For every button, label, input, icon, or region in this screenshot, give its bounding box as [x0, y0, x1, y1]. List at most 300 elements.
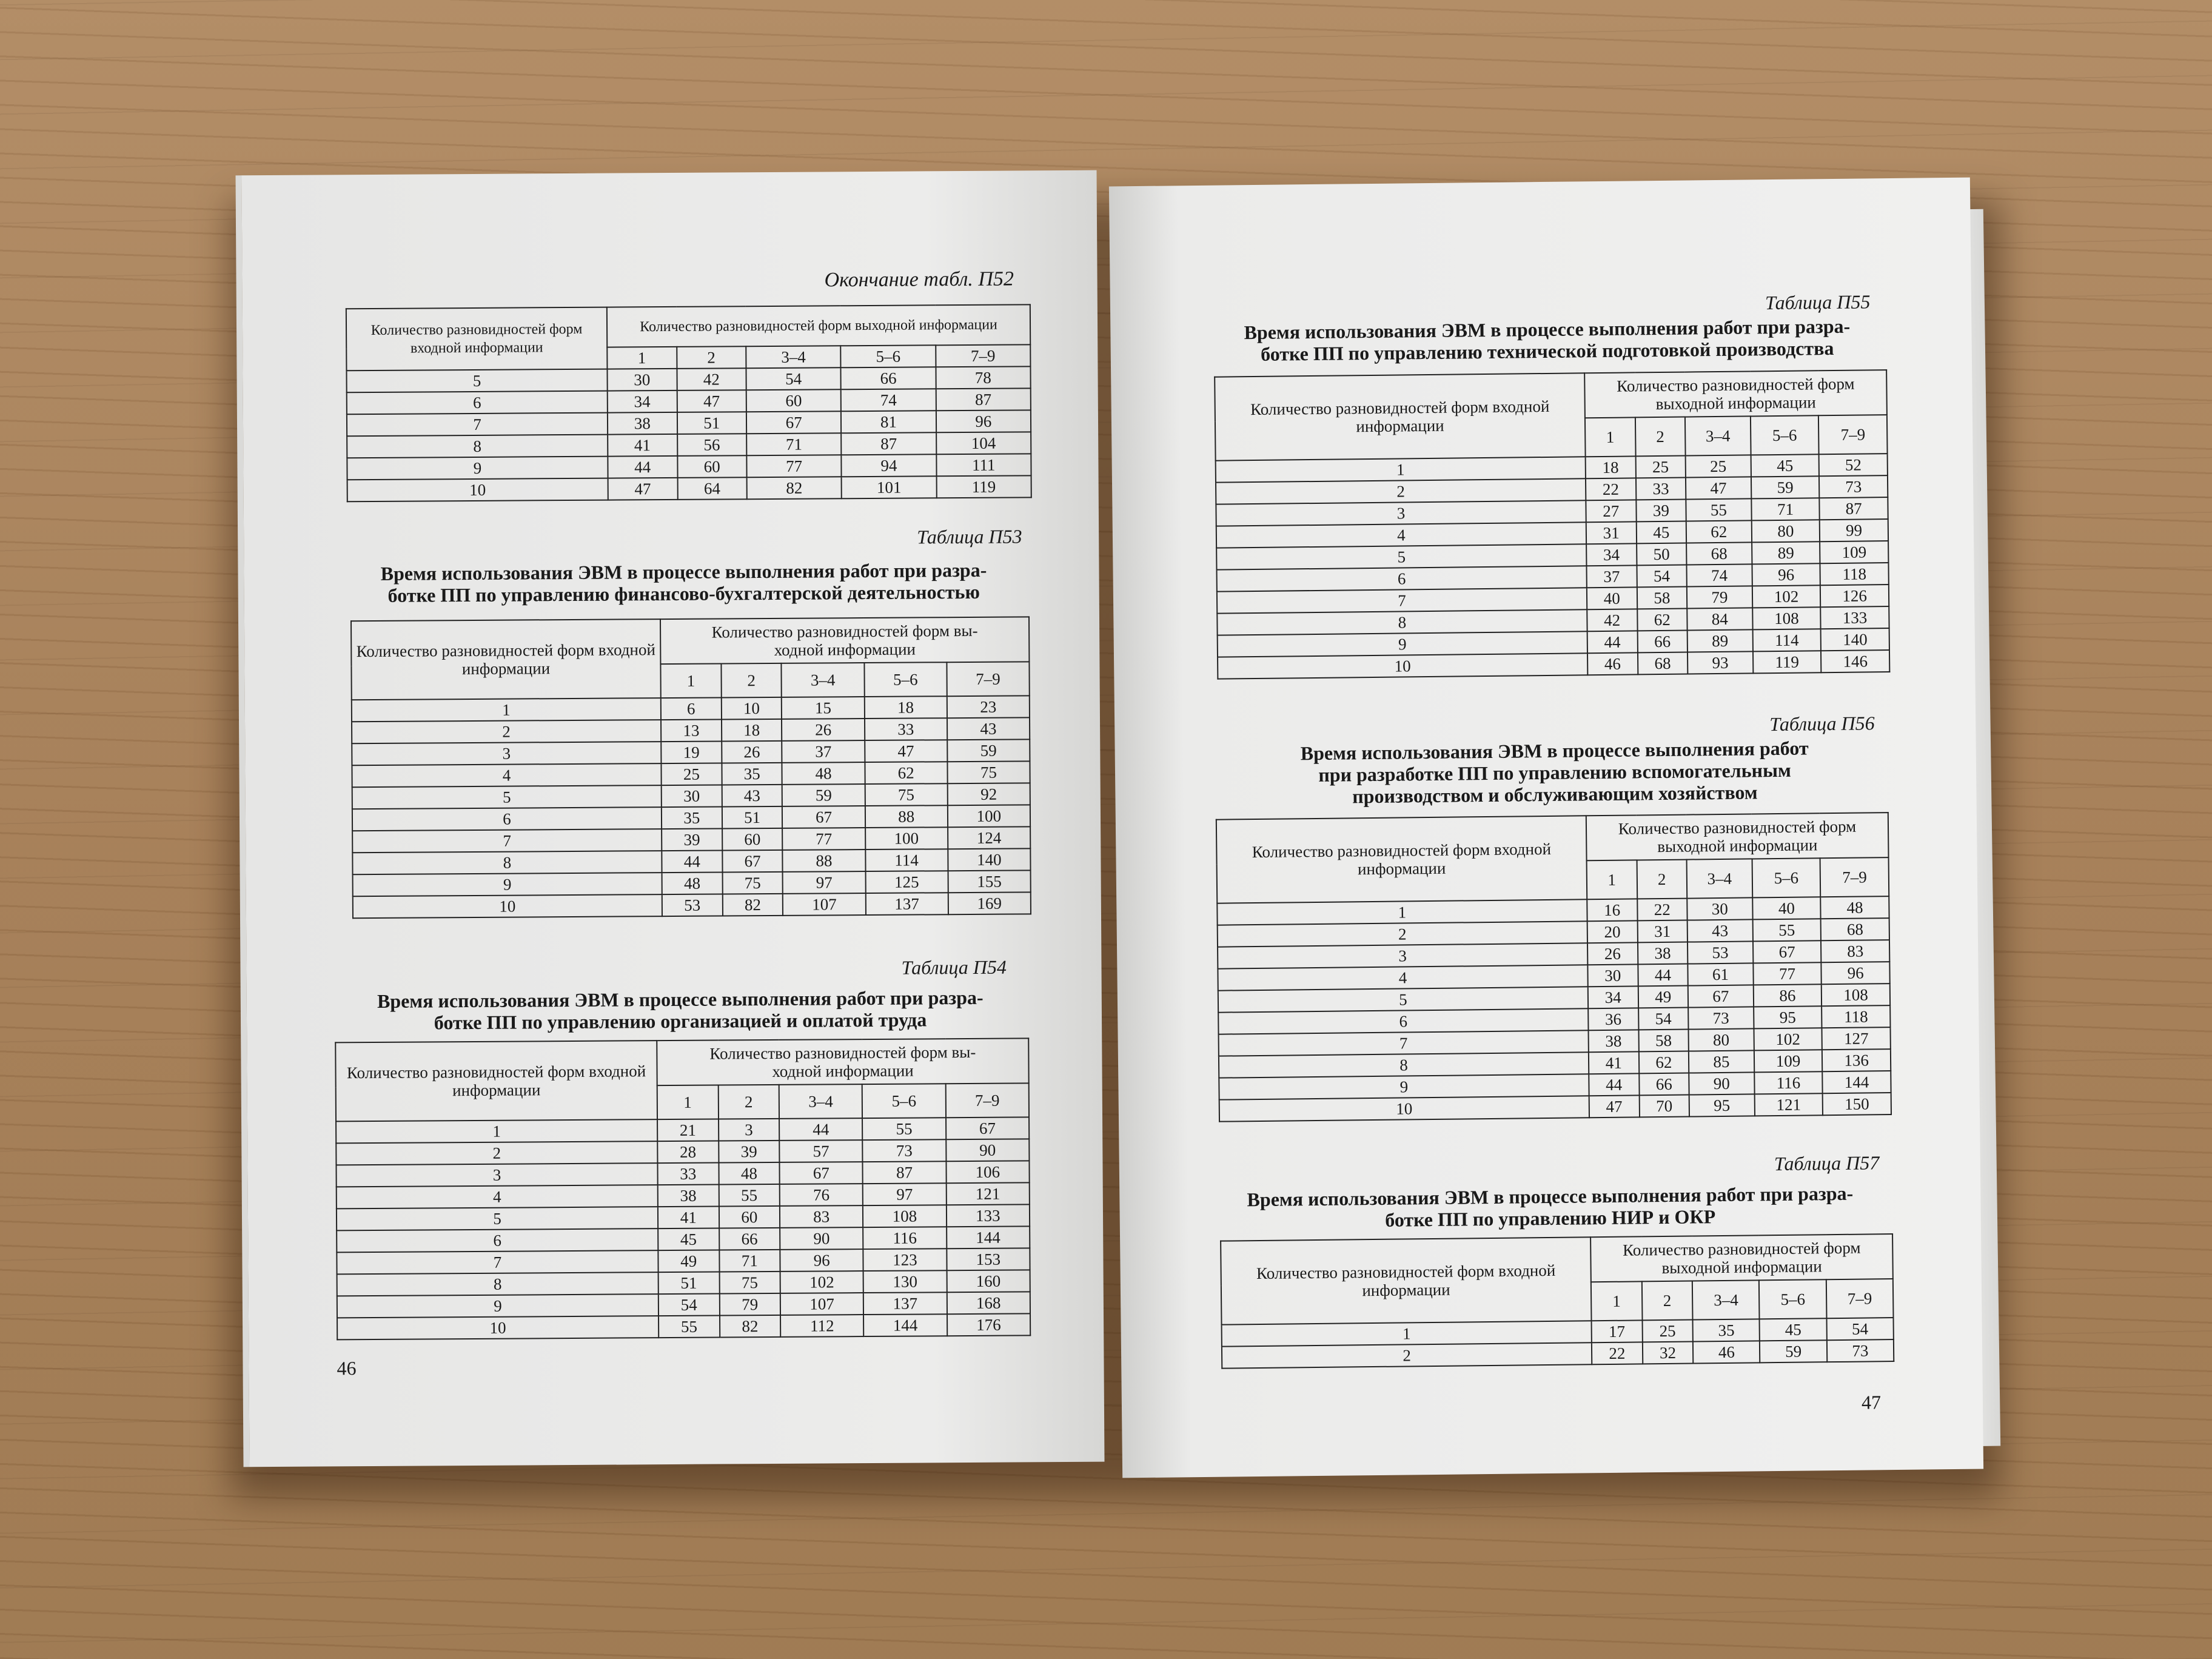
row-label: 10 [337, 1316, 659, 1339]
table-header-input: Количество разновидностей форм входной информации [1215, 373, 1585, 460]
table-cell: 150 [1823, 1093, 1891, 1115]
col-header: 5–6 [841, 345, 936, 367]
table-cell: 33 [657, 1163, 719, 1185]
table-cell: 102 [1752, 585, 1820, 608]
col-header: 1 [1587, 860, 1637, 899]
col-header: 2 [677, 346, 746, 369]
table-p52 [346, 304, 1032, 502]
table-cell: 97 [863, 1183, 946, 1205]
row-label: 7 [1219, 1030, 1589, 1056]
table-cell: 45 [1751, 454, 1819, 477]
table-cell: 39 [719, 1141, 780, 1163]
table-cell: 121 [946, 1182, 1030, 1205]
table-cell: 33 [1636, 478, 1686, 500]
table-cell: 60 [746, 389, 842, 412]
table-cell: 38 [1589, 1030, 1639, 1052]
table-cell: 28 [657, 1141, 719, 1164]
table-cell: 66 [719, 1228, 780, 1250]
table-cell: 112 [780, 1315, 863, 1337]
table-cell: 96 [1752, 563, 1820, 586]
table-p55 [1214, 369, 1890, 680]
table-cell: 119 [1753, 651, 1822, 673]
table-cell: 47 [1589, 1095, 1640, 1118]
table-cell: 68 [1638, 652, 1688, 675]
table-cell: 54 [746, 367, 841, 390]
col-header: 7–9 [945, 1083, 1029, 1118]
table-cell: 146 [1821, 650, 1889, 672]
table-cell: 57 [779, 1140, 862, 1162]
col-header: 3–4 [1687, 859, 1752, 898]
row-label: 8 [1217, 609, 1587, 635]
table-cell: 38 [608, 412, 677, 435]
table-cell: 47 [1686, 477, 1751, 499]
table-cell: 39 [1636, 500, 1686, 522]
table-cell: 44 [779, 1118, 862, 1141]
row-label: 4 [337, 1185, 658, 1208]
table-cell: 137 [865, 893, 948, 915]
table-cell: 51 [659, 1272, 720, 1295]
col-header: 2 [721, 663, 782, 698]
table-cell: 100 [948, 805, 1030, 827]
table-cell: 90 [780, 1227, 863, 1250]
row-label: 5 [352, 785, 662, 809]
table-header-output: Количество разновидностей форм вы- ходной информации [660, 617, 1029, 664]
table-cell: 140 [948, 848, 1030, 871]
table-cell: 77 [1753, 962, 1822, 985]
col-header: 5–6 [864, 662, 947, 697]
table-cell: 3 [719, 1119, 780, 1141]
table-cell: 37 [782, 740, 865, 763]
table-cell: 45 [1636, 521, 1686, 544]
table-cell: 77 [783, 828, 865, 850]
table-cell: 52 [1819, 454, 1888, 476]
col-header: 2 [718, 1085, 779, 1119]
col-header: 1 [660, 663, 721, 698]
table-cell: 106 [946, 1161, 1030, 1183]
table-cell: 43 [947, 717, 1030, 740]
table-header-input: Количество разновидностей форм входной информации [351, 619, 661, 700]
row-label: 4 [1218, 965, 1587, 990]
table-cell: 75 [719, 1272, 780, 1294]
table-cell: 119 [936, 475, 1031, 498]
table-cell: 88 [783, 850, 865, 872]
row-label: 1 [352, 698, 661, 722]
row-label: 9 [337, 1294, 659, 1318]
table-header-input: Количество разновидностей форм входной информации [346, 307, 608, 371]
row-label: 1 [336, 1119, 657, 1143]
col-header: 7–9 [936, 344, 1031, 367]
row-label: 8 [337, 1272, 659, 1296]
table-title-p56: Время использования ЭВМ в процессе выполнения работ при разработке ПП по управлению вспомогательным производством и обслуживающим хозяйством [1300, 737, 1809, 808]
table-cell: 34 [1588, 986, 1638, 1008]
table-caption-p56: Таблица П56 [1769, 712, 1875, 736]
table-row [353, 892, 1031, 918]
table-cell: 26 [1587, 942, 1638, 965]
table-cell: 78 [936, 366, 1031, 389]
table-cell: 121 [1754, 1093, 1823, 1116]
row-label: 1 [1222, 1321, 1592, 1346]
table-cell: 40 [1587, 587, 1637, 609]
table-p57 [1220, 1233, 1894, 1369]
table-header-output: Количество разновидностей форм выходной информации [1590, 1234, 1893, 1282]
table-cell: 58 [1637, 587, 1687, 609]
row-label: 3 [352, 742, 661, 765]
table-cell: 16 [1587, 899, 1637, 921]
table-cell: 87 [863, 1161, 946, 1184]
table-cell: 55 [719, 1184, 780, 1207]
table-cell: 114 [1752, 629, 1821, 651]
row-label: 10 [353, 894, 662, 918]
table-cell: 73 [863, 1139, 946, 1162]
table-cell: 36 [1588, 1008, 1638, 1030]
col-header: 7–9 [1820, 857, 1889, 897]
col-header: 2 [1635, 417, 1685, 457]
table-cell: 44 [1587, 631, 1638, 653]
table-cell: 79 [1687, 586, 1752, 608]
table-cell: 58 [1638, 1030, 1689, 1052]
row-label: 9 [353, 873, 662, 896]
table-cell: 18 [1586, 456, 1636, 478]
table-cell: 83 [1821, 940, 1889, 962]
table-p54 [335, 1037, 1031, 1340]
table-cell: 67 [946, 1117, 1030, 1139]
table-cell: 39 [662, 828, 722, 851]
table-cell: 93 [1687, 651, 1753, 674]
table-cell: 22 [1637, 899, 1687, 921]
row-label: 7 [352, 829, 662, 853]
table-cell: 108 [863, 1205, 946, 1227]
table-cell: 73 [1827, 1339, 1894, 1362]
table-cell: 118 [1822, 1005, 1890, 1028]
table-cell: 126 [1820, 585, 1889, 607]
table-cell: 54 [659, 1294, 720, 1316]
table-cell: 66 [1639, 1073, 1689, 1096]
table-cell: 53 [662, 894, 723, 916]
table-cell: 38 [1638, 942, 1688, 965]
table-cell: 95 [1689, 1094, 1755, 1116]
table-cell: 104 [936, 432, 1031, 454]
table-cell: 54 [1826, 1318, 1894, 1340]
table-cell: 22 [1586, 478, 1636, 500]
row-label: 3 [1216, 500, 1586, 526]
col-header: 3–4 [782, 663, 864, 697]
table-cell: 133 [947, 1204, 1030, 1227]
table-cell: 25 [661, 763, 722, 785]
table-cell: 67 [780, 1162, 863, 1184]
table-cell: 55 [1752, 919, 1821, 941]
table-header-input: Количество разновидностей форм входной информации [1216, 816, 1587, 903]
table-cell: 27 [1586, 500, 1636, 522]
table-cell: 30 [607, 369, 677, 391]
col-header: 3–4 [746, 346, 841, 368]
table-cell: 48 [719, 1162, 780, 1185]
col-header: 5–6 [862, 1084, 946, 1118]
table-cell: 42 [1587, 609, 1637, 631]
table-cell: 168 [947, 1292, 1030, 1314]
table-cell: 96 [780, 1249, 863, 1272]
table-cell: 43 [722, 785, 782, 807]
table-cell: 111 [936, 454, 1031, 476]
right-page [1109, 178, 1983, 1478]
table-title-p55: Время использования ЭВМ в процессе выполнения работ при разра- ботке ПП по управлению технической подготовкой производства [1244, 315, 1851, 365]
table-cell: 73 [1819, 475, 1888, 498]
table-cell: 155 [948, 870, 1030, 893]
row-label: 6 [347, 391, 608, 415]
row-label: 7 [347, 413, 608, 437]
table-cell: 31 [1586, 521, 1637, 544]
table-caption-p53: Таблица П53 [917, 525, 1022, 548]
table-cell: 62 [1638, 1051, 1689, 1074]
table-cell: 55 [659, 1316, 720, 1338]
table-cell: 136 [1822, 1049, 1891, 1071]
col-header: 1 [607, 347, 677, 369]
table-cell: 30 [1587, 964, 1638, 987]
col-header: 7–9 [1826, 1279, 1894, 1318]
table-cell: 73 [1688, 1007, 1754, 1029]
table-cell: 38 [658, 1185, 719, 1207]
table-cell: 44 [1638, 964, 1688, 987]
page-number-right: 47 [1861, 1391, 1882, 1413]
table-cell: 25 [1642, 1320, 1693, 1342]
table-cell: 33 [865, 718, 947, 740]
table-cell: 137 [863, 1292, 947, 1315]
table-cell: 60 [722, 828, 783, 851]
row-label: 5 [346, 369, 607, 393]
row-label: 7 [337, 1250, 658, 1274]
table-cell: 41 [658, 1207, 719, 1229]
col-header: 5–6 [1752, 858, 1820, 897]
table-cell: 59 [1760, 1340, 1827, 1362]
row-label: 10 [1218, 653, 1587, 679]
row-label: 5 [337, 1207, 658, 1230]
table-cell: 18 [864, 696, 947, 719]
table-cell: 67 [782, 806, 865, 828]
table-cell: 88 [865, 805, 947, 828]
table-cell: 68 [1686, 542, 1752, 565]
table-cell: 75 [722, 872, 783, 894]
left-page [236, 170, 1105, 1467]
table-cell: 144 [947, 1226, 1030, 1248]
row-label: 5 [1218, 987, 1588, 1012]
row-label: 8 [347, 435, 608, 458]
row-label: 8 [352, 851, 662, 874]
table-cell: 61 [1687, 963, 1753, 985]
table-cell: 60 [677, 455, 747, 478]
col-header: 2 [1641, 1281, 1692, 1321]
table-cell: 22 [1592, 1342, 1643, 1364]
table-cell: 34 [1586, 543, 1637, 566]
row-label: 6 [1217, 566, 1587, 591]
table-cell: 49 [658, 1250, 719, 1273]
table-cell: 66 [841, 367, 936, 389]
table-cell: 47 [608, 478, 678, 500]
table-header-input: Количество разновидностей форм входной информации [1221, 1237, 1591, 1324]
table-cell: 130 [863, 1270, 947, 1293]
table-cell: 60 [719, 1206, 780, 1228]
table-cell: 116 [863, 1227, 946, 1249]
table-cell: 10 [722, 697, 782, 720]
table-cell: 87 [841, 432, 936, 455]
col-header: 2 [1637, 860, 1687, 899]
table-cell: 6 [661, 697, 722, 720]
table-cell: 44 [662, 850, 722, 873]
table-cell: 68 [1821, 918, 1889, 940]
table-cell: 102 [780, 1271, 863, 1293]
row-label: 2 [1216, 478, 1586, 504]
table-cell: 84 [1687, 608, 1752, 630]
table-cell: 74 [1687, 564, 1752, 586]
table-cell: 44 [608, 456, 677, 478]
table-cell: 67 [722, 850, 783, 873]
table-cell: 76 [780, 1184, 863, 1206]
col-header: 5–6 [1751, 415, 1819, 455]
table-cell: 54 [1638, 1008, 1689, 1030]
col-header: 7–9 [1818, 415, 1887, 454]
table-cell: 47 [677, 390, 746, 412]
table-cell: 144 [863, 1314, 947, 1336]
table-header-output: Количество разновидностей форм вы- ходной информации [657, 1038, 1028, 1085]
col-header: 1 [1591, 1281, 1642, 1321]
table-cell: 55 [1686, 498, 1751, 521]
table-cell: 80 [1751, 520, 1820, 542]
row-label: 2 [1222, 1342, 1592, 1368]
table-cell: 81 [841, 411, 936, 433]
table-cell: 59 [947, 739, 1030, 762]
table-cell: 19 [661, 741, 722, 763]
table-row [347, 475, 1031, 501]
table-cell: 86 [1753, 984, 1822, 1007]
table-cell: 32 [1642, 1342, 1693, 1364]
continuation-caption: Окончание табл. П52 [824, 267, 1014, 292]
table-cell: 108 [1822, 984, 1890, 1006]
table-cell: 46 [1693, 1341, 1760, 1363]
table-title-p53: Время использования ЭВМ в процессе выполнения работ при разра- ботке ПП по управлению финансово-бухгалтерской деятельностью [380, 558, 987, 606]
table-title-p57: Время использования ЭВМ в процессе выполнения работ при разра- ботке ПП по управлению НИР и ОКР [1247, 1182, 1854, 1231]
table-cell: 82 [747, 477, 842, 499]
table-cell: 87 [1820, 497, 1888, 520]
table-cell: 94 [842, 454, 937, 477]
table-cell: 99 [1820, 519, 1888, 541]
table-cell: 31 [1637, 920, 1687, 943]
table-cell: 50 [1637, 543, 1687, 566]
table-cell: 17 [1592, 1320, 1643, 1342]
table-cell: 75 [865, 783, 947, 806]
table-cell: 43 [1687, 919, 1753, 942]
table-cell: 35 [722, 763, 782, 785]
table-cell: 56 [677, 434, 747, 456]
table-cell: 83 [780, 1205, 863, 1228]
page-number-left: 46 [337, 1357, 357, 1379]
row-label: 2 [1218, 921, 1587, 947]
row-label: 3 [336, 1163, 657, 1187]
table-cell: 82 [720, 1315, 781, 1338]
table-cell: 95 [1754, 1006, 1822, 1028]
table-cell: 123 [863, 1248, 947, 1271]
table-cell: 92 [947, 783, 1030, 805]
col-header: 3–4 [779, 1084, 863, 1119]
table-cell: 87 [936, 388, 1031, 411]
table-header-output: Количество разновидностей форм выходной информации [1586, 813, 1889, 860]
table-cell: 169 [948, 892, 1031, 914]
table-cell: 127 [1822, 1027, 1891, 1050]
table-cell: 62 [1686, 520, 1752, 543]
row-label: 3 [1218, 943, 1587, 968]
table-cell: 90 [1689, 1072, 1754, 1094]
table-cell: 67 [746, 411, 842, 434]
table-cell: 59 [1751, 476, 1820, 498]
table-cell: 96 [1822, 962, 1890, 984]
table-cell: 35 [1693, 1319, 1760, 1341]
table-cell: 35 [662, 806, 722, 829]
row-label: 1 [1216, 457, 1586, 482]
table-cell: 67 [1753, 940, 1822, 963]
col-header: 1 [657, 1085, 719, 1120]
table-cell: 90 [946, 1139, 1030, 1161]
table-cell: 77 [746, 455, 842, 477]
table-cell: 26 [782, 719, 864, 741]
table-p56 [1216, 812, 1892, 1122]
table-cell: 46 [1587, 652, 1638, 675]
table-cell: 71 [719, 1250, 780, 1272]
table-title-p54: Время использования ЭВМ в процессе выполнения работ при разра- ботке ПП по управлению организацией и оплатой труда [377, 986, 984, 1034]
table-cell: 41 [608, 434, 677, 457]
table-cell: 59 [782, 784, 865, 806]
row-label: 4 [1216, 522, 1586, 548]
table-cell: 109 [1754, 1050, 1822, 1072]
table-cell: 51 [722, 806, 783, 829]
table-cell: 55 [862, 1118, 945, 1140]
table-cell: 13 [661, 719, 722, 742]
table-cell: 96 [936, 410, 1031, 432]
table-cell: 89 [1687, 629, 1753, 652]
table-cell: 47 [865, 740, 947, 762]
table-cell: 21 [657, 1119, 719, 1142]
table-header-output: Количество разновидностей форм выходной информации [1584, 370, 1887, 418]
row-label: 6 [352, 807, 662, 831]
table-cell: 108 [1752, 607, 1821, 629]
table-cell: 176 [947, 1313, 1031, 1336]
table-cell: 79 [719, 1293, 780, 1316]
table-cell: 67 [1688, 985, 1754, 1007]
table-cell: 133 [1821, 606, 1889, 629]
col-header: 5–6 [1759, 1279, 1826, 1319]
table-cell: 53 [1687, 941, 1753, 964]
col-header: 1 [1585, 417, 1635, 457]
table-cell: 80 [1689, 1028, 1754, 1051]
table-cell: 102 [1754, 1028, 1822, 1050]
table-header-output: Количество разновидностей форм выходной информации [607, 304, 1030, 347]
table-cell: 49 [1638, 986, 1688, 1008]
row-label: 4 [352, 763, 661, 787]
table-cell: 101 [842, 476, 937, 498]
col-header: 7–9 [947, 662, 1030, 696]
table-cell: 144 [1823, 1071, 1891, 1093]
table-cell: 66 [1637, 631, 1687, 653]
table-cell: 100 [865, 827, 948, 850]
table-cell: 71 [746, 433, 842, 455]
table-caption-p57: Таблица П57 [1774, 1151, 1880, 1175]
col-header: 3–4 [1685, 416, 1751, 455]
table-cell: 124 [948, 826, 1030, 849]
row-label: 5 [1216, 544, 1586, 569]
table-cell: 107 [783, 893, 865, 916]
table-header-input: Количество разновидностей форм входной информации [335, 1041, 657, 1121]
table-cell: 34 [608, 390, 677, 413]
row-label: 7 [1217, 588, 1587, 613]
table-cell: 140 [1821, 628, 1889, 651]
table-caption-p55: Таблица П55 [1765, 290, 1871, 314]
table-cell: 44 [1589, 1073, 1639, 1096]
